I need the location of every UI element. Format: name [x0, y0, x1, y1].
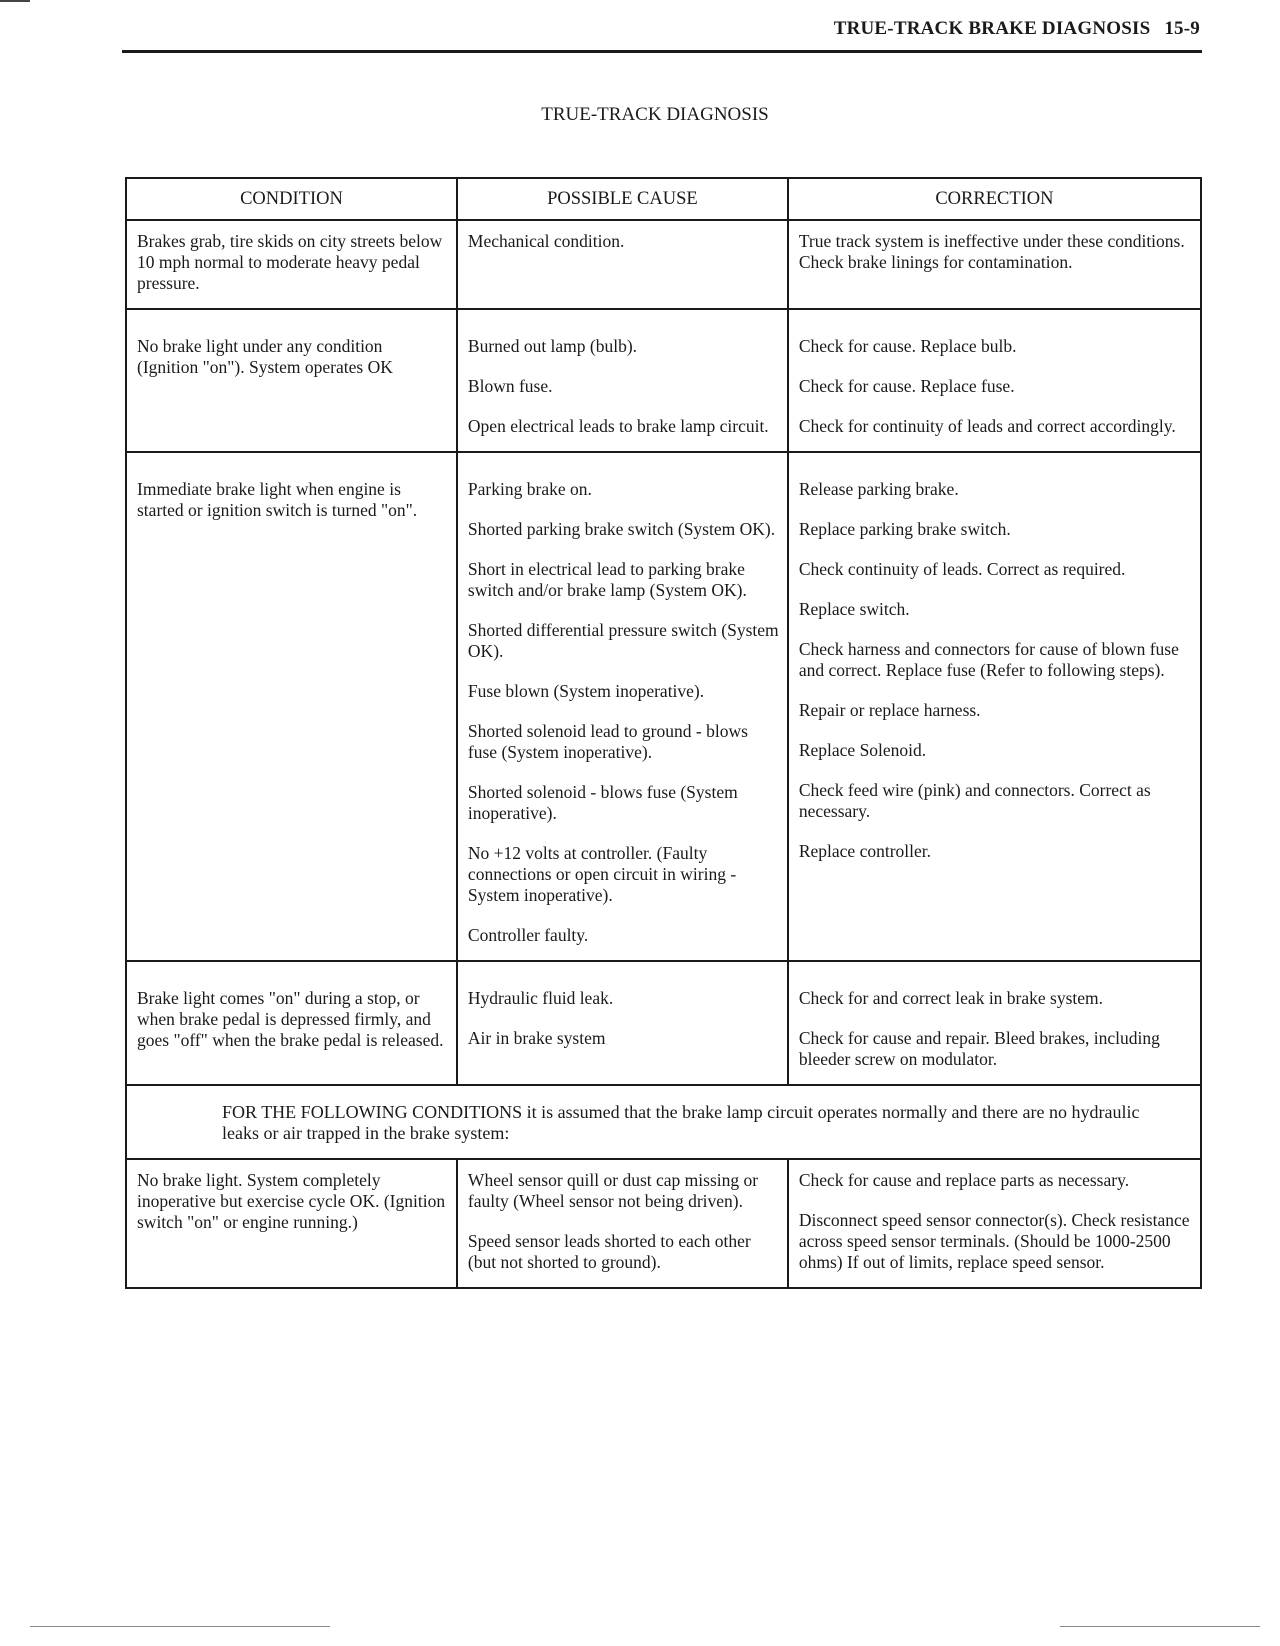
- table-row: [126, 961, 1201, 1085]
- correction-item: Check continuity of leads. Correct as required.: [798, 559, 1126, 579]
- correction-item: Check for cause and repair. Bleed brakes, including bleeder screw on modulator.: [798, 1028, 1160, 1069]
- condition-cell: Brakes grab, tire skids on city streets below 10 mph normal to moderate heavy pedal pressure.: [126, 220, 457, 309]
- column-header-correction: CORRECTION: [788, 178, 1201, 220]
- footer-rule-left: [30, 1626, 330, 1627]
- note-row: [126, 1085, 1201, 1159]
- cause-item: Parking brake on.: [467, 479, 592, 499]
- cause-cell: [457, 220, 788, 309]
- correction-item: Release parking brake.: [798, 479, 959, 499]
- correction-cell: [788, 220, 1201, 309]
- correction-cell: [788, 309, 1201, 452]
- correction-item: Check for cause. Replace bulb.: [798, 336, 1017, 356]
- cause-cell: [457, 961, 788, 1085]
- table-row: [126, 220, 1201, 309]
- condition-cell: No brake light. System completely inoperative but exercise cycle OK. (Ignition switch "on" or engine running.): [126, 1159, 457, 1288]
- table-header-row: [126, 178, 1201, 220]
- cause-item: Open electrical leads to brake lamp circuit.: [467, 416, 769, 436]
- correction-item: Check feed wire (pink) and connectors. Correct as necessary.: [798, 780, 1151, 821]
- correction-item: True track system is ineffective under these conditions. Check brake linings for contamination.: [798, 231, 1185, 272]
- cause-item: Short in electrical lead to parking brake switch and/or brake lamp (System OK).: [467, 559, 747, 600]
- document-title: TRUE-TRACK DIAGNOSIS: [541, 104, 769, 125]
- column-header-cause: POSSIBLE CAUSE: [457, 178, 788, 220]
- cause-item: Air in brake system: [467, 1028, 606, 1048]
- cause-item: Blown fuse.: [467, 376, 553, 396]
- header-rule: [122, 50, 1202, 53]
- cause-item: Controller faulty.: [467, 925, 589, 945]
- cause-cell: [457, 1159, 788, 1288]
- correction-item: Repair or replace harness.: [798, 700, 981, 720]
- cause-item: Shorted solenoid - blows fuse (System inoperative).: [467, 782, 738, 823]
- cause-item: Shorted differential pressure switch (System OK).: [467, 620, 779, 661]
- cause-item: Hydraulic fluid leak.: [467, 988, 614, 1008]
- cause-item: No +12 volts at controller. (Faulty connections or open circuit in wiring - System inoperative).: [467, 843, 737, 905]
- condition-cell: No brake light under any condition (Ignition "on"). System operates OK: [126, 309, 457, 452]
- table-row: [126, 1159, 1201, 1288]
- corner-mark: [0, 0, 30, 2]
- column-header-condition: CONDITION: [126, 178, 457, 220]
- correction-cell: [788, 1159, 1201, 1288]
- correction-item: Check harness and connectors for cause of blown fuse and correct. Replace fuse (Refer to following steps).: [798, 639, 1179, 680]
- table-row: [126, 452, 1201, 961]
- cause-cell: [457, 309, 788, 452]
- correction-item: Disconnect speed sensor connector(s). Check resistance across speed sensor terminals. (Should be 1000-2500 ohms) If out of limits, replace speed sensor.: [798, 1210, 1190, 1272]
- cause-item: Fuse blown (System inoperative).: [467, 681, 705, 701]
- correction-item: Check for and correct leak in brake system.: [798, 988, 1104, 1008]
- correction-item: Replace Solenoid.: [798, 740, 927, 760]
- page-number: 15-9: [1164, 18, 1200, 39]
- section-title: TRUE-TRACK BRAKE DIAGNOSIS: [833, 18, 1151, 39]
- cause-item: Speed sensor leads shorted to each other (but not shorted to ground).: [467, 1231, 751, 1272]
- cause-item: Burned out lamp (bulb).: [467, 336, 638, 356]
- conditions-note: FOR THE FOLLOWING CONDITIONS it is assumed that the brake lamp circuit operates normally and there are no hydraulic leaks or air trapped in the brake system:: [126, 1085, 1201, 1159]
- condition-cell: Immediate brake light when engine is started or ignition switch is turned "on".: [126, 452, 457, 961]
- cause-item: Shorted parking brake switch (System OK).: [467, 519, 776, 539]
- correction-item: Check for cause. Replace fuse.: [798, 376, 1015, 396]
- table-body: [126, 220, 1201, 1288]
- page-header: [0, 18, 1200, 40]
- table-row: [126, 309, 1201, 452]
- diagnosis-table: [125, 177, 1202, 1289]
- cause-item: Wheel sensor quill or dust cap missing or faulty (Wheel sensor not being driven).: [467, 1170, 759, 1211]
- cause-item: Shorted solenoid lead to ground - blows fuse (System inoperative).: [467, 721, 748, 762]
- footer-rule-right: [1060, 1626, 1260, 1627]
- correction-item: Check for cause and replace parts as necessary.: [798, 1170, 1130, 1190]
- correction-cell: [788, 452, 1201, 961]
- condition-cell: Brake light comes "on" during a stop, or when brake pedal is depressed firmly, and goes "off" when the brake pedal is released.: [126, 961, 457, 1085]
- correction-item: Replace controller.: [798, 841, 932, 861]
- cause-item: Mechanical condition.: [467, 231, 625, 251]
- correction-item: Check for continuity of leads and correct accordingly.: [798, 416, 1176, 436]
- cause-cell: [457, 452, 788, 961]
- correction-item: Replace switch.: [798, 599, 910, 619]
- correction-item: Replace parking brake switch.: [798, 519, 1011, 539]
- correction-cell: [788, 961, 1201, 1085]
